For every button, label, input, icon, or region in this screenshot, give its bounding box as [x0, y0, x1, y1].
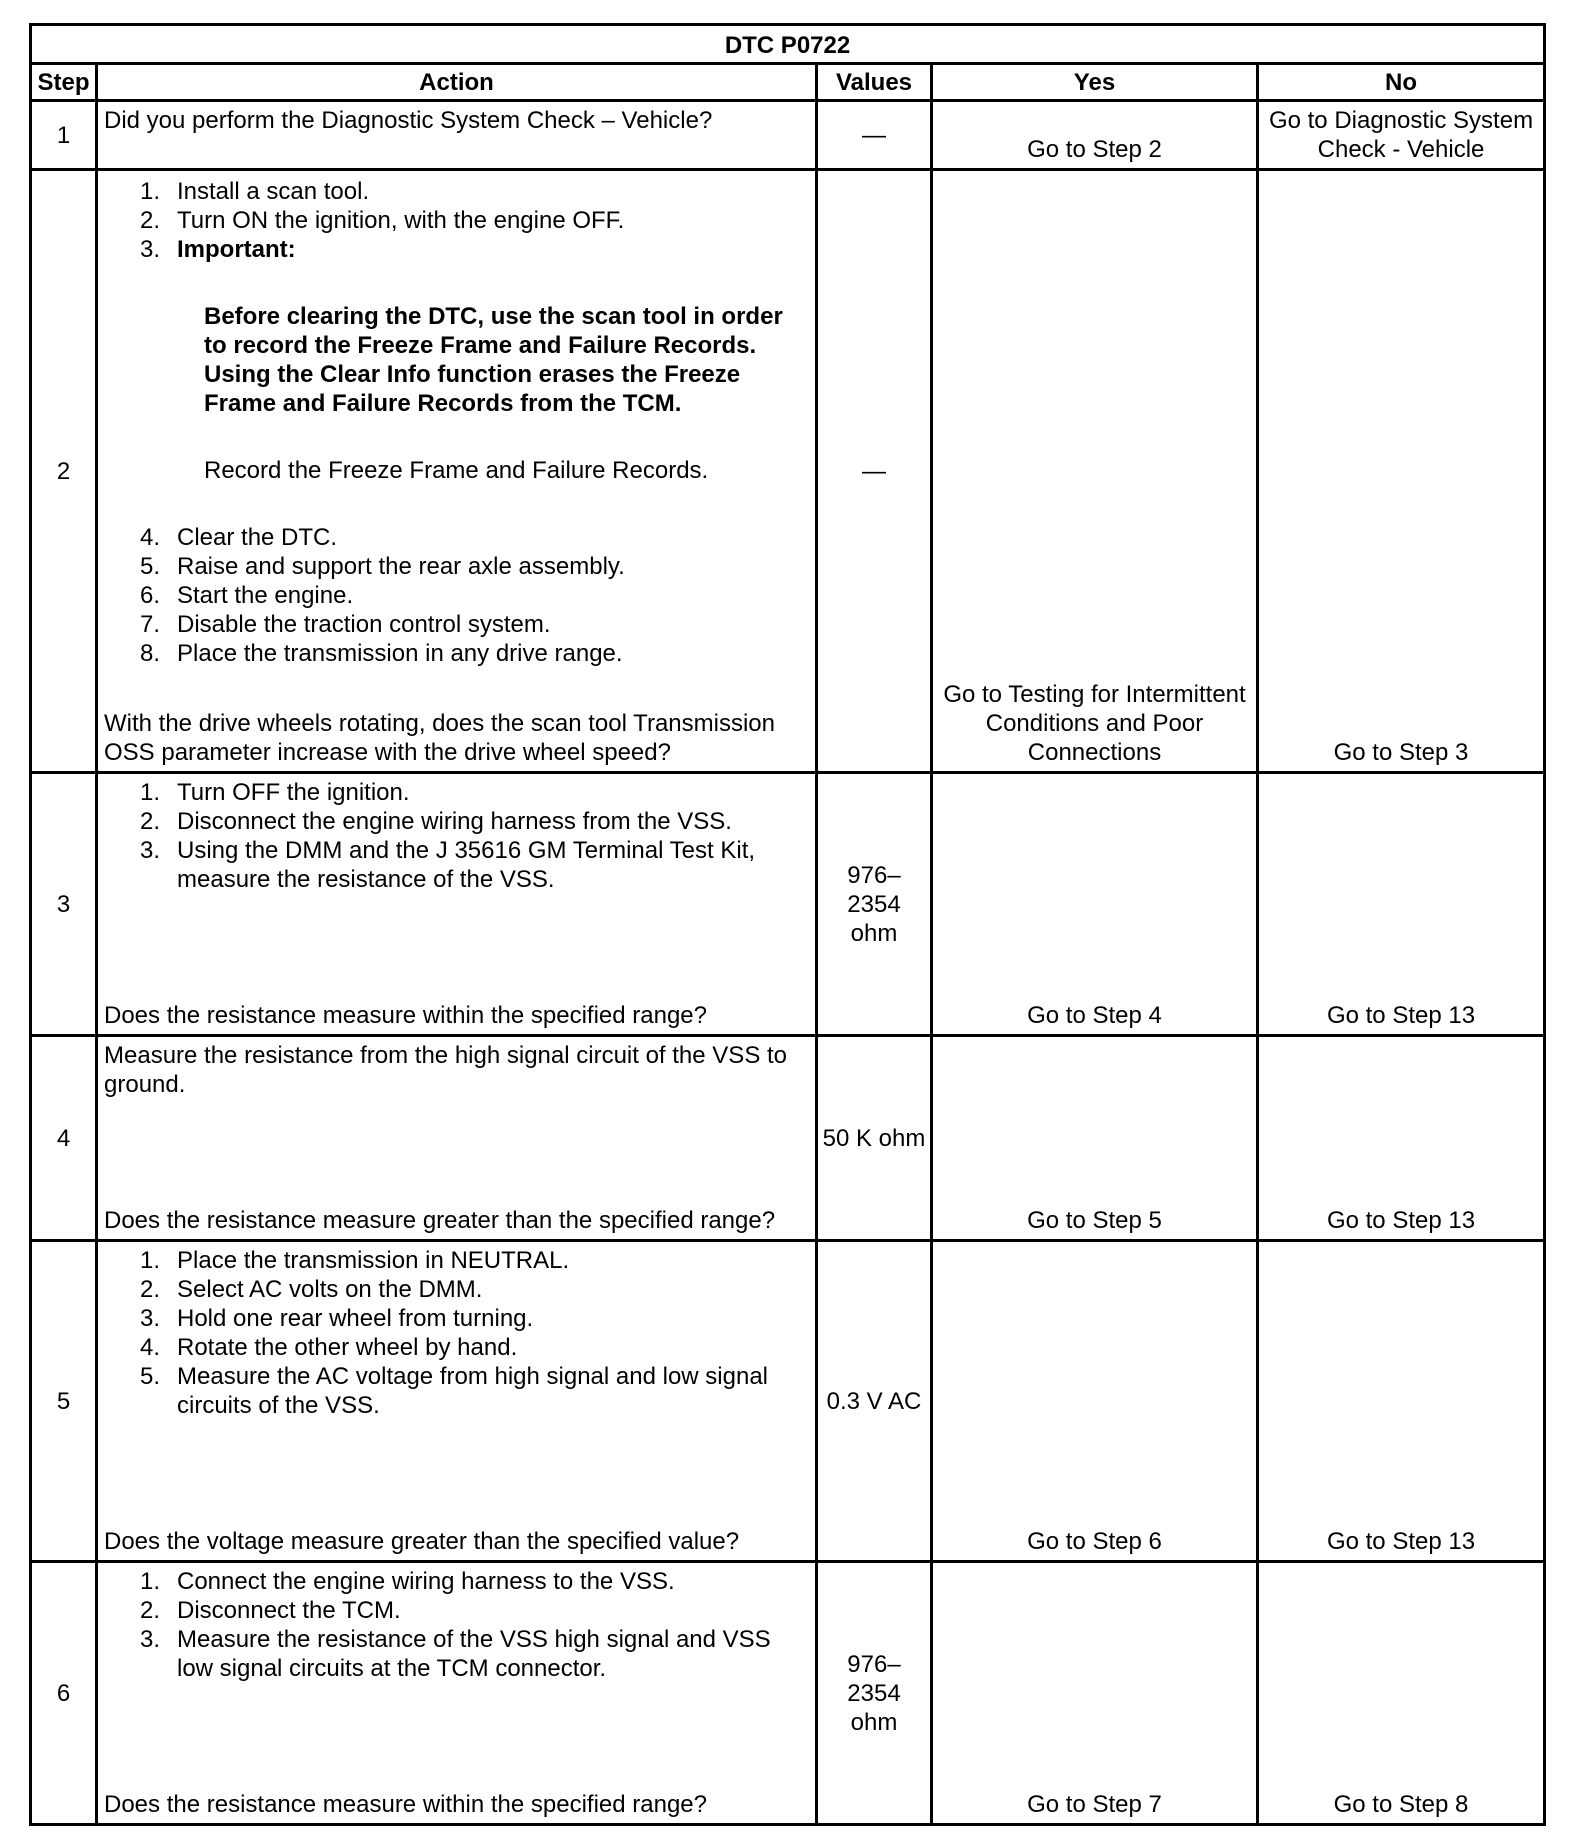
step-number: 6	[31, 1562, 97, 1825]
list-item	[104, 610, 811, 639]
yes-result: Go to Step 7	[932, 1562, 1258, 1825]
value-cell: —	[817, 101, 932, 170]
item-text: Turn OFF the ignition.	[177, 779, 410, 806]
list-item	[104, 523, 811, 552]
table-row	[31, 170, 1545, 773]
header-row	[31, 64, 1545, 101]
item-number: 1.	[139, 779, 160, 806]
step-number: 1	[31, 101, 97, 170]
item-number: 1.	[139, 178, 160, 205]
item-text: Disable the traction control system.	[177, 611, 551, 638]
item-number: 5.	[139, 553, 160, 580]
value-cell: 50 K ohm	[817, 1036, 932, 1241]
list-item	[104, 778, 811, 807]
item-text: Place the transmission in any drive range.	[177, 640, 623, 667]
value-cell: 976– 2354 ohm	[817, 773, 932, 1036]
action-cell	[97, 1562, 817, 1825]
value-cell: —	[817, 170, 932, 773]
record-note: Record the Freeze Frame and Failure Records.	[204, 457, 709, 484]
list-item	[104, 639, 811, 668]
item-number: 3.	[139, 236, 160, 263]
no-result: Go to Step 13	[1258, 1036, 1545, 1241]
item-number: 2.	[139, 1276, 160, 1303]
table-row	[31, 1036, 1545, 1241]
item-text: Install a scan tool.	[177, 178, 370, 205]
action-steps	[104, 778, 811, 894]
value-cell: 976– 2354 ohm	[817, 1562, 932, 1825]
item-text: Disconnect the engine wiring harness from the VSS.	[177, 808, 732, 835]
action-cell	[97, 773, 817, 1036]
list-item	[104, 1567, 811, 1596]
list-item	[104, 1333, 811, 1362]
item-text: Measure the resistance of the VSS high signal and VSS low signal circuits at the TCM connector.	[177, 1626, 771, 1682]
item-text: Place the transmission in NEUTRAL.	[177, 1247, 570, 1274]
table-row	[31, 1562, 1545, 1825]
list-item	[104, 1246, 811, 1275]
item-number: 5.	[139, 1363, 160, 1390]
table-title: DTC P0722	[31, 25, 1545, 64]
item-number: 7.	[139, 611, 160, 638]
yes-result: Go to Step 6	[932, 1241, 1258, 1562]
list-item	[104, 1275, 811, 1304]
item-text: Hold one rear wheel from turning.	[177, 1305, 534, 1332]
list-item	[104, 807, 811, 836]
list-item	[104, 1362, 811, 1420]
item-number: 8.	[139, 640, 160, 667]
table-row	[31, 1241, 1545, 1562]
step-number: 5	[31, 1241, 97, 1562]
yes-result: Go to Step 5	[932, 1036, 1258, 1241]
item-number: 3.	[139, 837, 160, 864]
item-number: 2.	[139, 1597, 160, 1624]
action-text: Did you perform the Diagnostic System Check – Vehicle?	[97, 101, 817, 170]
question-text: Does the resistance measure within the specified range?	[104, 1791, 707, 1818]
item-text: Select AC volts on the DMM.	[177, 1276, 483, 1303]
list-item	[104, 177, 811, 206]
action-steps	[104, 523, 811, 668]
item-text: Connect the engine wiring harness to the VSS.	[177, 1568, 675, 1595]
list-item	[104, 581, 811, 610]
item-number: 1.	[139, 1568, 160, 1595]
title-row	[31, 25, 1545, 64]
important-label: Important:	[177, 236, 296, 263]
no-result: Go to Diagnostic System Check - Vehicle	[1258, 101, 1545, 170]
item-text: Measure the AC voltage from high signal and low signal circuits of the VSS.	[177, 1363, 768, 1419]
list-item	[104, 235, 811, 264]
step-number: 2	[31, 170, 97, 773]
list-item	[104, 206, 811, 235]
item-text: Disconnect the TCM.	[177, 1597, 401, 1624]
item-text: Raise and support the rear axle assembly.	[177, 553, 625, 580]
item-number: 3.	[139, 1626, 160, 1653]
important-note: Before clearing the DTC, use the scan tool in order to record the Freeze Frame and Failure Records. Using the Clear Info function erases the Freeze Frame and Failure Records from the TCM.	[204, 303, 783, 417]
list-item	[104, 836, 811, 894]
item-text: Using the DMM and the J 35616 GM Terminal Test Kit, measure the resistance of the VSS.	[177, 837, 756, 893]
action-steps	[104, 1567, 811, 1683]
question-text: Does the resistance measure within the specified range?	[104, 1002, 707, 1029]
header-no: No	[1258, 64, 1545, 101]
header-action: Action	[97, 64, 817, 101]
item-number: 6.	[139, 582, 160, 609]
item-number: 4.	[139, 1334, 160, 1361]
action-cell	[97, 1241, 817, 1562]
no-result: Go to Step 13	[1258, 1241, 1545, 1562]
value-cell: 0.3 V AC	[817, 1241, 932, 1562]
item-text: Turn ON the ignition, with the engine OFF.	[177, 207, 625, 234]
action-steps	[104, 177, 811, 264]
question-text: With the drive wheels rotating, does the scan tool Transmission OSS parameter increase with the drive wheel speed?	[104, 710, 775, 766]
no-result: Go to Step 8	[1258, 1562, 1545, 1825]
header-step: Step	[31, 64, 97, 101]
header-values: Values	[817, 64, 932, 101]
action-text: Measure the resistance from the high signal circuit of the VSS to ground.	[104, 1042, 788, 1098]
list-item	[104, 1304, 811, 1333]
yes-result: Go to Step 2	[932, 101, 1258, 170]
item-text: Start the engine.	[177, 582, 354, 609]
step-number: 3	[31, 773, 97, 1036]
item-text: Clear the DTC.	[177, 524, 338, 551]
action-cell	[97, 1036, 817, 1241]
no-result: Go to Step 13	[1258, 773, 1545, 1036]
question-text: Does the resistance measure greater than the specified range?	[104, 1207, 776, 1234]
item-number: 2.	[139, 808, 160, 835]
table-row	[31, 101, 1545, 170]
item-number: 1.	[139, 1247, 160, 1274]
header-yes: Yes	[932, 64, 1258, 101]
yes-result: Go to Step 4	[932, 773, 1258, 1036]
list-item	[104, 552, 811, 581]
no-result: Go to Step 3	[1258, 170, 1545, 773]
item-text: Rotate the other wheel by hand.	[177, 1334, 518, 1361]
action-steps	[104, 1246, 811, 1420]
list-item	[104, 1596, 811, 1625]
question-text: Does the voltage measure greater than the specified value?	[104, 1528, 740, 1555]
item-number: 2.	[139, 207, 160, 234]
item-number: 4.	[139, 524, 160, 551]
list-item	[104, 1625, 811, 1683]
action-cell	[97, 170, 817, 773]
yes-result: Go to Testing for Intermittent Conditions and Poor Connections	[932, 170, 1258, 773]
diagnostic-table	[29, 23, 1546, 1826]
step-number: 4	[31, 1036, 97, 1241]
item-number: 3.	[139, 1305, 160, 1332]
table-row	[31, 773, 1545, 1036]
